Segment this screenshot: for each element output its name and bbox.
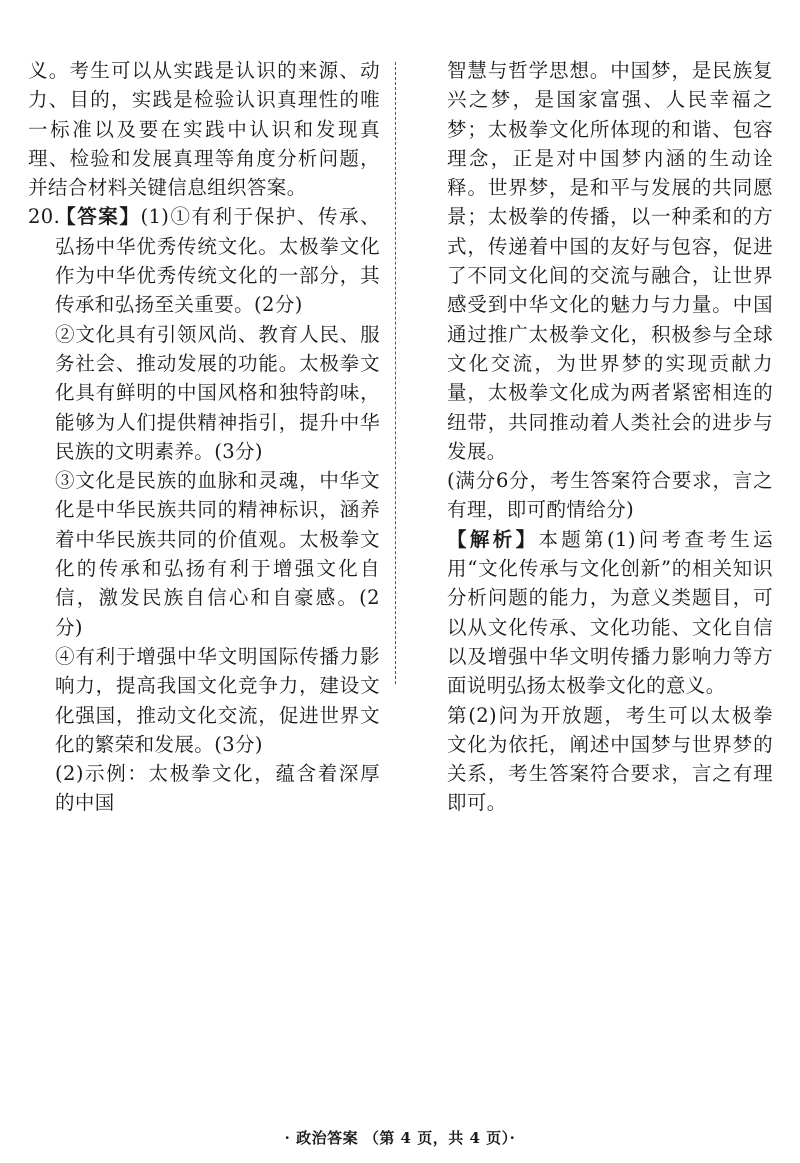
analysis-paragraph-1: [447, 525, 773, 701]
q20-part-2-start: (2)示例：太极拳文化，蕴含着深厚的中国: [55, 762, 380, 815]
page-footer: · 政治答案 （第 4 页，共 4 页）·: [284, 1129, 516, 1147]
q20-point-3: ③文化是民族的血脉和灵魂，中华文化是中华民族共同的精神标识，涵养着中华民族共同的价值观。太极拳文化的传承和弘扬有利于增强文化自信，激发民族自信心和自豪感。(2分): [55, 469, 380, 639]
point-1-text: (1)①有利于保护、传承、弘扬中华优秀传统文化。太极拳文化作为中华优秀传统文化的一部分，其传承和弘扬至关重要。(2分): [55, 205, 380, 317]
answer-tag: 【答案】: [55, 205, 141, 229]
analysis-paragraph-2: 第(2)问为开放题，考生可以太极拳文化为依托，阐述中国梦与世界梦的关系，考生答案符合要求，言之有理即可。: [447, 703, 773, 815]
q20-point-4: ④有利于增强中华文明国际传播力影响力，提高我国文化竞争力，建设文化强国，推动文化交流，促进世界文化的繁荣和发展。(3分): [55, 644, 380, 756]
left-column: [28, 56, 380, 818]
scoring-note: (满分6分，考生答案符合要求，言之有理，即可酌情给分): [447, 469, 773, 522]
q20-point-1: [28, 202, 380, 319]
question-number: 20.: [28, 205, 61, 229]
q20-point-2: ②文化具有引领风尚、教育人民、服务社会、推动发展的功能。太极拳文化具有鲜明的中国风格和独特韵味，能够为人们提供精神指引，提升中华民族的文明素养。(3分): [55, 322, 380, 463]
column-divider: [395, 62, 396, 684]
analysis-1-text: 本题第(1)问考查考生运用“文化传承与文化创新”的相关知识分析问题的能力，为意义类题目，可以从文化传承、文化功能、文化自信以及增强中华文明传播力影响力等方面说明弘扬太极拳文化的意义。: [447, 527, 773, 698]
part-2-continuation: 智慧与哲学思想。中国梦，是民族复兴之梦，是国家富强、人民幸福之梦；太极拳文化所体现的和谐、包容理念，正是对中国梦内涵的生动诠释。世界梦，是和平与发展的共同愿景；太极拳的传播，以一种柔和的方式，传递着中国的友好与包容，促进了不同文化间的交流与融合，让世界感受到中华文化的魅力与力量。中国通过推广太极拳文化，积极参与全球文化交流，为世界梦的实现贡献力量，太极拳文化成为两者紧密相连的纽带，共同推动着人类社会的进步与发展。: [447, 59, 773, 463]
analysis-tag: 【解析】: [447, 527, 539, 551]
continuation-paragraph: 义。考生可以从实践是认识的来源、动力、目的，实践是检验认识真理性的唯一标准以及要在实践中认识和发现真理、检验和发展真理等角度分析问题，并结合材料关键信息组织答案。: [28, 59, 380, 200]
right-column: [447, 56, 773, 818]
